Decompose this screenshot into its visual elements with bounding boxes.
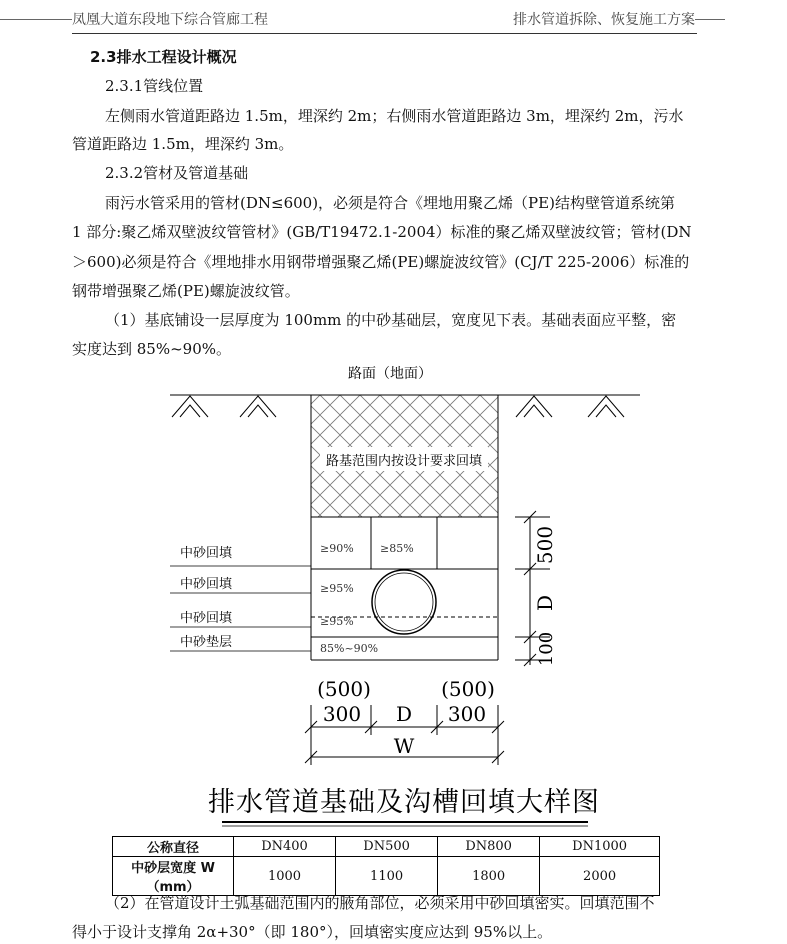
header-rule — [72, 33, 697, 34]
dim-300-left: 300 — [322, 702, 362, 726]
page-header — [0, 0, 787, 34]
paragraph-material-line2: 1 部分:聚乙烯双壁波纹管管材》(GB/T19472.1-2004）标准的聚乙烯双壁波纹管；管材(DN — [72, 223, 692, 241]
ground-right — [498, 395, 640, 417]
dim-w-bottom: W — [393, 734, 415, 758]
table-cell: DN800 — [438, 837, 540, 857]
paragraph-material-line3: ＞600)必须是符合《埋地排水用钢带增强聚乙烯(PE)螺旋波纹管》(CJ/T 225-2006）标准的 — [72, 253, 690, 271]
paragraph-location-line2: 管道距路边 1.5m，埋深约 3m。 — [72, 135, 294, 153]
table-header-nominal-diameter: 公称直径 — [113, 837, 234, 857]
dim-500-paren-left: (500) — [317, 677, 371, 701]
compaction-label: ≥95% — [320, 615, 354, 628]
table-cell: 2000 — [540, 857, 660, 896]
layer-label-sand-cushion: 中砂垫层 — [180, 635, 233, 650]
dim-100-vertical: 100 — [536, 631, 557, 667]
pipe-circle — [372, 570, 436, 634]
dim-d-vertical: D — [533, 594, 557, 612]
header-project-name: 凤凰大道东段地下综合管廊工程 — [72, 12, 268, 28]
table-row — [113, 857, 660, 896]
header-right-line — [695, 19, 725, 20]
diagram-caption: 排水管道基础及沟槽回填大样图 — [208, 787, 600, 818]
paragraph-base-line1: （1）基底铺设一层厚度为 100mm 的中砂基础层，宽度见下表。基础表面应平整，密 — [105, 311, 677, 329]
table-cell: 1000 — [234, 857, 336, 896]
paragraph-backfill-line2: 得小于设计支撑角 2α+30°（即 180°），回填密实度应达到 95%以上。 — [72, 923, 553, 941]
dim-500-vertical: 500 — [533, 525, 557, 565]
table-cell: DN500 — [336, 837, 438, 857]
dim-500-paren-right: (500) — [441, 677, 495, 701]
header-document-name: 排水管道拆除、恢复施工方案 — [513, 12, 695, 28]
compaction-label: 85%~90% — [320, 642, 379, 655]
paragraph-backfill-line1: （2）在管道设计土弧基础范围内的腋角部位，必须采用中砂回填密实。回填范围不 — [105, 894, 655, 912]
trench-backfill-diagram — [0, 355, 787, 833]
dim-d-bottom: D — [395, 702, 413, 726]
sand-layer-width-table — [112, 836, 660, 896]
ground-left — [170, 395, 311, 417]
paragraph-base-line2: 实度达到 85%~90%。 — [72, 340, 232, 358]
section-title: 2.3排水工程设计概况 — [90, 48, 237, 66]
road-surface-label: 路面（地面） — [348, 366, 432, 382]
paragraph-material-line1: 雨污水管采用的管材(DN≤600)，必须是符合《埋地用聚乙烯（PE)结构壁管道系统第 — [105, 194, 675, 212]
layer-label-sand-backfill: 中砂回填 — [180, 577, 233, 592]
paragraph-material-line4: 钢带增强聚乙烯(PE)螺旋波纹管。 — [72, 282, 300, 300]
compaction-label: ≥90% — [320, 542, 354, 555]
paragraph-location-line1: 左侧雨水管道距路边 1.5m，埋深约 2m；右侧雨水管道距路边 3m，埋深约 2m，污水 — [105, 107, 684, 125]
roadbed-backfill-label: 路基范围内按设计要求回填 — [325, 454, 483, 469]
table-row — [113, 837, 660, 857]
compaction-label: ≥85% — [380, 542, 414, 555]
subsection-pipe-material: 2.3.2管材及管道基础 — [105, 164, 249, 182]
table-cell: 1100 — [336, 857, 438, 896]
table-header-sand-width: 中砂层宽度 W（mm） — [113, 857, 234, 896]
dim-300-right: 300 — [447, 702, 487, 726]
table-cell: DN400 — [234, 837, 336, 857]
layer-label-sand-backfill: 中砂回填 — [180, 611, 233, 626]
header-left-line — [0, 19, 72, 20]
layer-label-sand-backfill: 中砂回填 — [180, 546, 233, 561]
subsection-pipeline-location: 2.3.1管线位置 — [105, 77, 204, 95]
table-cell: DN1000 — [540, 837, 660, 857]
table-cell: 1800 — [438, 857, 540, 896]
compaction-label: ≥95% — [320, 582, 354, 595]
